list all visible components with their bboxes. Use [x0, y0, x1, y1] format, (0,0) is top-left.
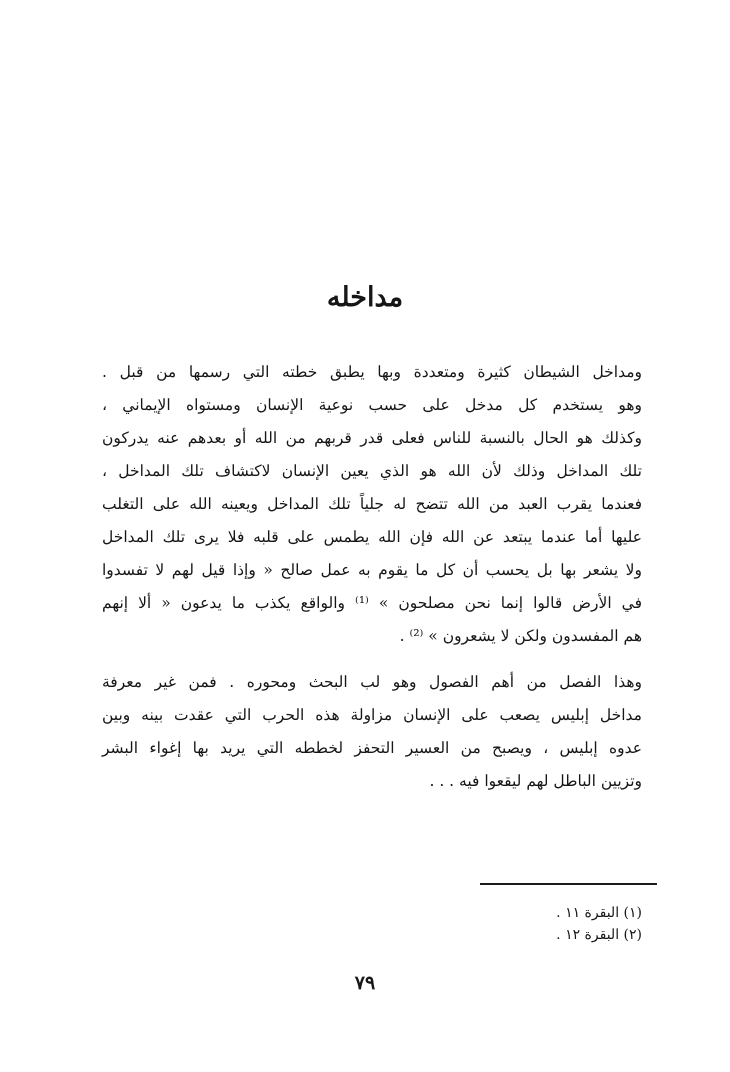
- text-line: وتزيين الباطل لهم ليقعوا فيه . . .: [429, 772, 642, 790]
- text-line: ولا يشعر بها بل يحسب أن كل ما يقوم به عمل صالح « وإذا قيل لهم لا تفسدوا: [102, 561, 642, 579]
- text-line: عدوه إبليس ، ويصبح من العسير التحفز لخططه التي يريد بها إغواء البشر: [102, 739, 642, 757]
- text-line: هم المفسدون ولكن لا يشعرون » ⁽²⁾ .: [399, 627, 642, 645]
- footnote-1: (١) البقرة ١١ .: [556, 905, 642, 921]
- text-line: عليها أما عندما يبتعد عن الله فإن الله يطمس على قلبه فلا يرى تلك المداخل: [102, 528, 642, 546]
- text-line: فعندما يقرب العبد من الله تتضح له جلياً تلك المداخل ويعينه الله على التغلب: [102, 495, 642, 513]
- text-line: وكذلك هو الحال بالنسبة للناس فعلى قدر قربهم من الله أو بعدهم عنه يدركون: [102, 429, 642, 447]
- text-line: تلك المداخل وذلك لأن الله هو الذي يعين الإنسان لاكتشاف تلك المداخل ،: [102, 462, 642, 480]
- chapter-title: مداخله: [326, 282, 404, 313]
- paragraph-1: [102, 356, 642, 653]
- footnotes: [556, 902, 642, 946]
- text-line: وهو يستخدم كل مدخل على حسب نوعية الإنسان ومستواه الإيماني ،: [102, 396, 642, 414]
- page-number: ٧٩: [354, 972, 376, 994]
- text-line: في الأرض قالوا إنما نحن مصلحون » ⁽¹⁾ والواقع يكذب ما يدعون « ألا إنهم: [102, 594, 642, 612]
- text-line: وهذا الفصل من أهم الفصول وهو لب البحث ومحوره . فمن غير معرفة: [102, 673, 642, 691]
- paragraph-2: [102, 666, 642, 798]
- text-line: ومداخل الشيطان كثيرة ومتعددة وبها يطبق خطته التي رسمها من قبل .: [102, 363, 642, 381]
- footnote-2: (٢) البقرة ١٢ .: [556, 927, 642, 943]
- text-line: مداخل إبليس يصعب على الإنسان مزاولة هذه الحرب التي عقدت بينه وبين: [102, 706, 642, 724]
- footnote-separator: [480, 883, 657, 885]
